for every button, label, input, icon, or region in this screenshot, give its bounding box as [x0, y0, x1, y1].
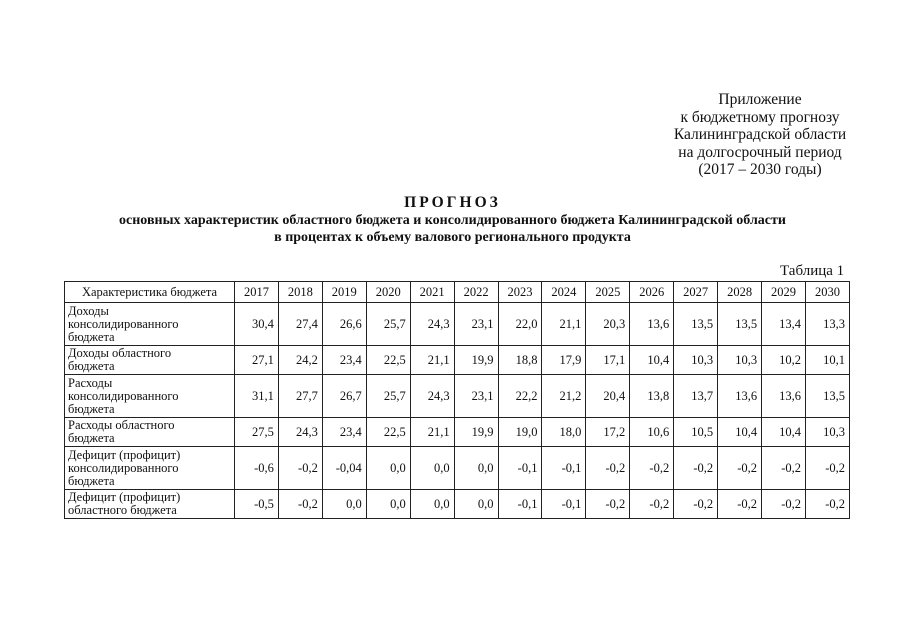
table-row — [65, 375, 850, 418]
table-cell: -0,2 — [762, 447, 806, 490]
column-header-year: 2030 — [805, 282, 849, 303]
subtitle-line-1: основных характеристик областного бюджета и консолидированного бюджета Калининградской области — [119, 213, 786, 228]
table-row — [65, 346, 850, 375]
table-cell: 24,3 — [410, 375, 454, 418]
appendix-line: Приложение — [718, 91, 802, 108]
table-cell: -0,2 — [278, 447, 322, 490]
table-cell: 21,1 — [410, 346, 454, 375]
appendix-line: Калининградской области — [673, 126, 847, 143]
table-cell: -0,1 — [542, 490, 586, 519]
table-cell: 10,2 — [762, 346, 806, 375]
table-cell: 21,2 — [542, 375, 586, 418]
table-cell: 22,5 — [366, 418, 410, 447]
table-cell: 18,0 — [542, 418, 586, 447]
table-cell: -0,1 — [498, 490, 542, 519]
table-cell: 27,7 — [278, 375, 322, 418]
table-header-row — [65, 282, 850, 303]
table-cell: 24,3 — [278, 418, 322, 447]
table-cell: 0,0 — [454, 490, 498, 519]
table-cell: 13,6 — [630, 303, 674, 346]
table-cell: 0,0 — [410, 490, 454, 519]
table-cell: 21,1 — [542, 303, 586, 346]
table-cell: 20,3 — [586, 303, 630, 346]
column-header-year: 2025 — [586, 282, 630, 303]
table-cell: 20,4 — [586, 375, 630, 418]
column-header-year: 2019 — [322, 282, 366, 303]
table-cell: 22,2 — [498, 375, 542, 418]
table-cell: 10,3 — [674, 346, 718, 375]
table-cell: 26,6 — [322, 303, 366, 346]
table-cell: -0,2 — [586, 490, 630, 519]
column-header-year: 2017 — [235, 282, 279, 303]
table-row — [65, 447, 850, 490]
table-cell: 10,3 — [805, 418, 849, 447]
document-subtitle — [40, 212, 865, 246]
column-header-year: 2020 — [366, 282, 410, 303]
table-cell: 17,1 — [586, 346, 630, 375]
table-number: Таблица 1 — [780, 263, 845, 279]
table-cell: 17,9 — [542, 346, 586, 375]
table-cell: 0,0 — [366, 490, 410, 519]
table-cell: 10,1 — [805, 346, 849, 375]
table-cell: 25,7 — [366, 303, 410, 346]
table-cell: 0,0 — [410, 447, 454, 490]
table-cell: -0,2 — [718, 490, 762, 519]
column-header-characteristic: Характеристика бюджета — [65, 282, 235, 303]
table-cell: 13,6 — [718, 375, 762, 418]
table-cell: 10,4 — [762, 418, 806, 447]
column-header-year: 2028 — [718, 282, 762, 303]
table-cell: 24,2 — [278, 346, 322, 375]
table-cell: 19,9 — [454, 418, 498, 447]
table-body — [65, 303, 850, 519]
table-cell: 13,4 — [762, 303, 806, 346]
table-cell: -0,1 — [542, 447, 586, 490]
table-cell: -0,2 — [674, 490, 718, 519]
table-cell: 26,7 — [322, 375, 366, 418]
table-cell: -0,2 — [630, 447, 674, 490]
table-cell: 13,7 — [674, 375, 718, 418]
table-cell: 13,5 — [674, 303, 718, 346]
table-cell: 13,3 — [805, 303, 849, 346]
column-header-year: 2029 — [762, 282, 806, 303]
column-header-year: 2018 — [278, 282, 322, 303]
table-cell: 18,8 — [498, 346, 542, 375]
appendix-line: к бюджетному прогнозу — [680, 108, 840, 126]
table-cell: 23,4 — [322, 418, 366, 447]
table-cell: 10,6 — [630, 418, 674, 447]
column-header-year: 2022 — [454, 282, 498, 303]
table-cell: 21,1 — [410, 418, 454, 447]
table-cell: -0,2 — [630, 490, 674, 519]
row-label: Доходы областного бюджета — [65, 346, 235, 375]
table-cell: 13,5 — [805, 375, 849, 418]
table-row — [65, 490, 850, 519]
table-cell: 10,5 — [674, 418, 718, 447]
table-cell: 27,4 — [278, 303, 322, 346]
table-cell: 17,2 — [586, 418, 630, 447]
row-label: Дефицит (профицит) областного бюджета — [65, 490, 235, 519]
table-cell: -0,1 — [498, 447, 542, 490]
appendix-line: на долгосрочный период — [678, 143, 842, 161]
table-cell: 13,6 — [762, 375, 806, 418]
table-cell: 19,9 — [454, 346, 498, 375]
table-cell: 0,0 — [366, 447, 410, 490]
table-cell: -0,2 — [762, 490, 806, 519]
table-cell: 23,1 — [454, 375, 498, 418]
table-cell: 10,4 — [718, 418, 762, 447]
table-cell: 22,5 — [366, 346, 410, 375]
table-cell: 30,4 — [235, 303, 279, 346]
subtitle-line-2: в процентах к объему валового регионального продукта — [274, 230, 631, 245]
column-header-year: 2023 — [498, 282, 542, 303]
table-cell: -0,5 — [235, 490, 279, 519]
table-cell: 25,7 — [366, 375, 410, 418]
appendix-line: (2017 – 2030 годы) — [698, 161, 822, 178]
table-cell: 27,1 — [235, 346, 279, 375]
column-header-year: 2026 — [630, 282, 674, 303]
row-label: Доходы консолидированного бюджета — [65, 303, 235, 346]
table-cell: 13,8 — [630, 375, 674, 418]
table-cell: 13,5 — [718, 303, 762, 346]
row-label: Расходы консолидированного бюджета — [65, 375, 235, 418]
budget-forecast-table — [64, 281, 850, 519]
table-cell: 27,5 — [235, 418, 279, 447]
column-header-year: 2024 — [542, 282, 586, 303]
appendix-note — [660, 91, 860, 179]
table-cell: -0,6 — [235, 447, 279, 490]
table-cell: -0,2 — [718, 447, 762, 490]
table-cell: 0,0 — [454, 447, 498, 490]
table-row — [65, 303, 850, 346]
table-row — [65, 418, 850, 447]
table-cell: 22,0 — [498, 303, 542, 346]
table-cell: 23,1 — [454, 303, 498, 346]
table-cell: 0,0 — [322, 490, 366, 519]
table-cell: 10,3 — [718, 346, 762, 375]
table-cell: 31,1 — [235, 375, 279, 418]
column-header-year: 2027 — [674, 282, 718, 303]
table-cell: -0,2 — [805, 447, 849, 490]
table-cell: 19,0 — [498, 418, 542, 447]
row-label: Дефицит (профицит) консолидированного бюджета — [65, 447, 235, 490]
row-label: Расходы областного бюджета — [65, 418, 235, 447]
table-cell: -0,2 — [674, 447, 718, 490]
table-cell: 24,3 — [410, 303, 454, 346]
table-cell: -0,2 — [278, 490, 322, 519]
document-title: ПРОГНОЗ — [404, 194, 501, 211]
table-cell: -0,04 — [322, 447, 366, 490]
table-cell: 23,4 — [322, 346, 366, 375]
table-cell: -0,2 — [586, 447, 630, 490]
column-header-year: 2021 — [410, 282, 454, 303]
table-cell: -0,2 — [805, 490, 849, 519]
table-cell: 10,4 — [630, 346, 674, 375]
